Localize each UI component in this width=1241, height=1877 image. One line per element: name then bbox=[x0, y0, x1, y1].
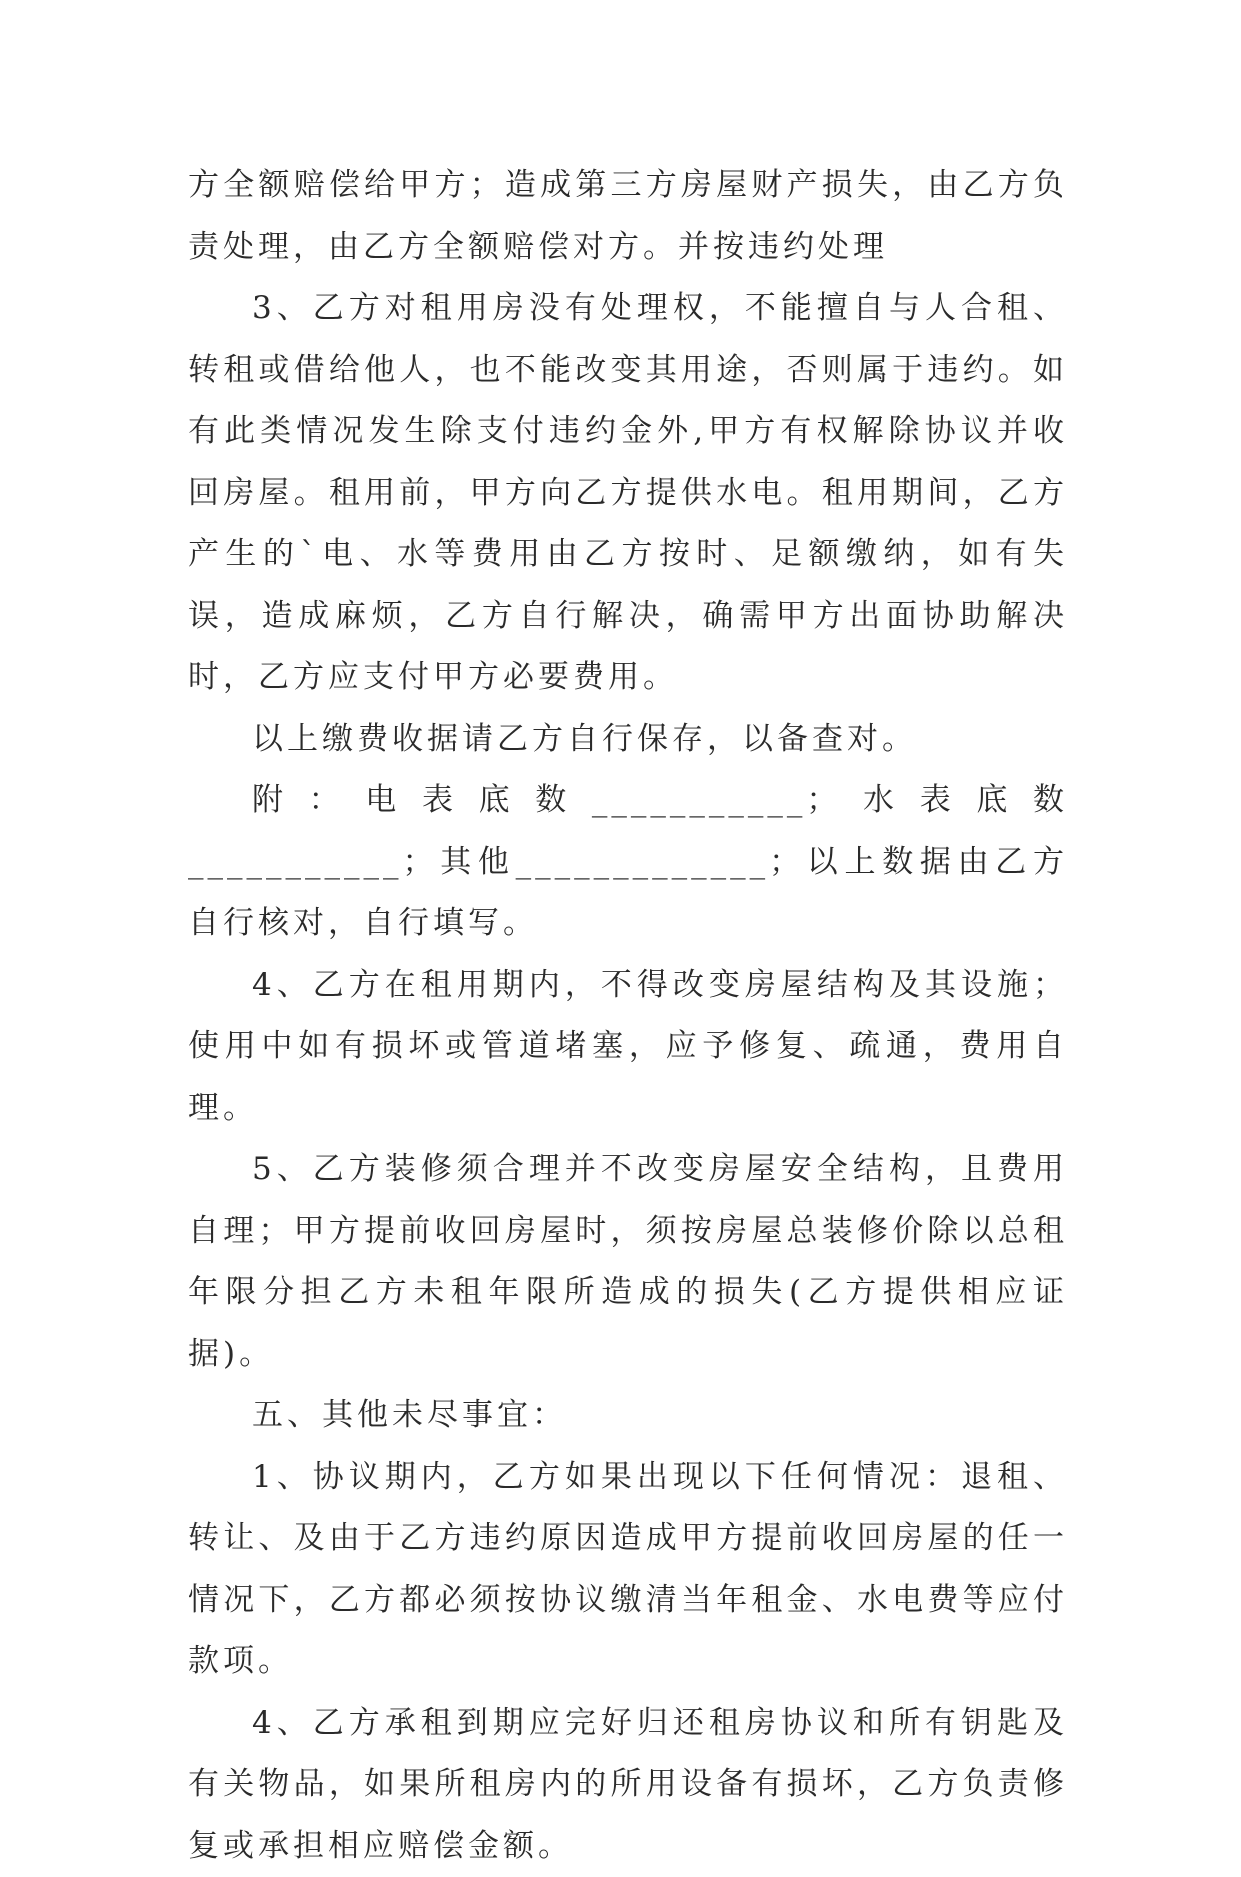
paragraph-other-clause-4: 4、乙方承租到期应完好归还租房协议和所有钥匙及有关物品，如果所租房内的所用设备有损坏，乙方负责修复或承担相应赔偿金额。 bbox=[188, 1693, 1068, 1877]
paragraph-clause-5: 5、乙方装修须合理并不改变房屋安全结构，且费用自理；甲方提前收回房屋时，须按房屋总装修价除以总租年限分担乙方未租年限所造成的损失(乙方提供相应证据)。 bbox=[188, 1139, 1068, 1385]
paragraph-other-clause-1: 1、协议期内，乙方如果出现以下任何情况：退租、转让、及由于乙方违约原因造成甲方提前收回房屋的任一情况下，乙方都必须按协议缴清当年租金、水电费等应付款项。 bbox=[188, 1447, 1068, 1693]
paragraph-clause-4: 4、乙方在租用期内，不得改变房屋结构及其设施；使用中如有损坏或管道堵塞，应予修复、疏通，费用自理。 bbox=[188, 955, 1068, 1140]
document-body bbox=[188, 155, 1068, 1877]
paragraph-meter-readings: 附：电表底数___________；水表底数___________；其他_____________；以上数据由乙方自行核对，自行填写。 bbox=[188, 770, 1068, 955]
paragraph-clause-3: 3、乙方对租用房没有处理权，不能擅自与人合租、转租或借给他人，也不能改变其用途，否则属于违约。如有此类情况发生除支付违约金外,甲方有权解除协议并收回房屋。租用前，甲方向乙方提供水电。租用期间，乙方产生的`电、水等费用由乙方按时、足额缴纳，如有失误，造成麻烦，乙方自行解决，确需甲方出面协助解决时，乙方应支付甲方必要费用。 bbox=[188, 278, 1068, 709]
paragraph-continuation: 方全额赔偿给甲方；造成第三方房屋财产损失，由乙方负责处理，由乙方全额赔偿对方。并按违约处理 bbox=[188, 155, 1068, 278]
section-heading-other-matters: 五、其他未尽事宜： bbox=[188, 1385, 1068, 1447]
paragraph-receipt-note: 以上缴费收据请乙方自行保存，以备查对。 bbox=[188, 709, 1068, 771]
